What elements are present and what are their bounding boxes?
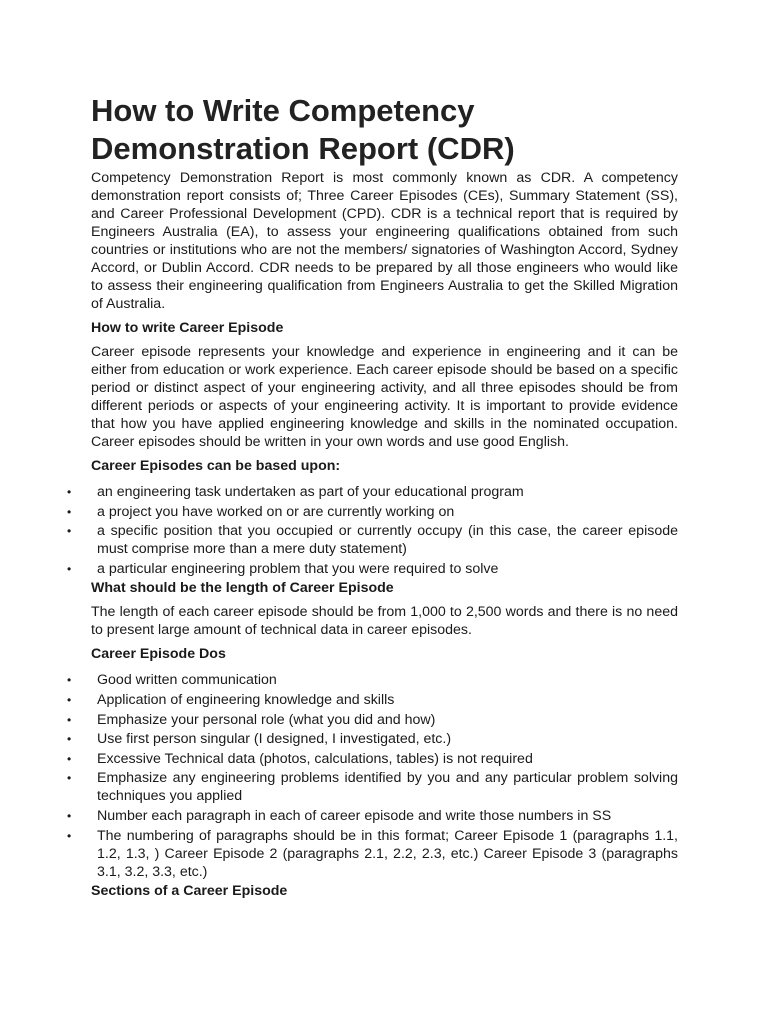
bullet-icon: • bbox=[67, 828, 72, 843]
section-heading-sections: Sections of a Career Episode bbox=[91, 883, 288, 900]
career-episode-paragraph: Career episode represents your knowledge and experience in engineering and it can be either from education or work experience. Each career episode should be based on a specific period or distinct aspect of your engineering activity, and all three episodes should be from different periods or aspects of your engineering activity. It is important to provide evidence that how you have applied engineering knowledge and skills in the nominated occupation. Career episodes should be written in your own words and use good English. bbox=[91, 344, 678, 450]
bullet-icon: • bbox=[67, 751, 72, 766]
section-heading-write-career-episode: How to write Career Episode bbox=[91, 320, 284, 336]
list-item: • a project you have worked on or are currently working on bbox=[67, 503, 455, 520]
bullet-icon: • bbox=[67, 712, 72, 727]
bullet-icon: • bbox=[67, 524, 72, 539]
page-title: How to Write Competency Demonstration Report (CDR) bbox=[91, 93, 515, 166]
bullet-icon: • bbox=[67, 504, 72, 519]
list-item: • a particular engineering problem that you were required to solve bbox=[67, 560, 499, 577]
list-item: • Emphasize any engineering problems identified by you and any particular problem solving techniques you applied bbox=[67, 770, 678, 805]
section-heading-dos: Career Episode Dos bbox=[91, 646, 226, 663]
intro-paragraph: Competency Demonstration Report is most commonly known as CDR. A competency demonstration report consists of; Three Career Episodes (CEs), Summary Statement (SS), and Career Professional Development (CPD). CDR is a technical report that is required by Engineers Australia (EA), to assess your engineering qualifications obtained from such countries or institutions who are not the members/ signatories of Washington Accord, Sydney Accord, or Dublin Accord. CDR needs to be prepared by all those engineers who would like to assess their engineering qualification from Engineers Australia to get the Skilled Migration of Australia. bbox=[91, 170, 678, 312]
bullet-icon: • bbox=[67, 771, 72, 786]
list-item: • Emphasize your personal role (what you did and how) bbox=[67, 711, 436, 728]
list-item: • Number each paragraph in each of career episode and write those numbers in SS bbox=[67, 807, 612, 824]
length-paragraph: The length of each career episode should be from 1,000 to 2,500 words and there is no need to present large amount of technical data in career episodes. bbox=[91, 604, 678, 639]
list-item: • an engineering task undertaken as part of your educational program bbox=[67, 484, 524, 500]
document-content bbox=[67, 92, 678, 900]
list-item: • a specific position that you occupied or currently occupy (in this case, the career episode must comprise more than a mere duty statement) bbox=[67, 523, 678, 558]
list-item: • Use first person singular (I designed, I investigated, etc.) bbox=[67, 731, 452, 748]
bullet-icon: • bbox=[67, 673, 72, 688]
section-heading-length: What should be the length of Career Episode bbox=[91, 580, 394, 597]
list-item: • Good written communication bbox=[67, 672, 277, 689]
bullet-icon: • bbox=[67, 561, 72, 576]
list-item: • The numbering of paragraphs should be in this format; Career Episode 1 (paragraphs 1.1, 1.2, 1.3, ) Career Episode 2 (paragraphs 2.1, 2.2, 2.3, etc.) Career Episode 3 (paragraphs 3.1, 3.2, 3.3, etc.) bbox=[67, 827, 678, 880]
bullet-icon: • bbox=[67, 808, 72, 823]
bullet-icon: • bbox=[67, 485, 72, 499]
bullet-icon: • bbox=[67, 692, 72, 707]
dos-list bbox=[67, 671, 678, 880]
list-item: • Application of engineering knowledge and skills bbox=[67, 691, 395, 708]
bullet-icon: • bbox=[67, 732, 72, 747]
based-upon-list bbox=[67, 483, 678, 578]
list-item: • Excessive Technical data (photos, calculations, tables) is not required bbox=[67, 750, 533, 767]
section-heading-based-upon: Career Episodes can be based upon: bbox=[91, 458, 341, 474]
